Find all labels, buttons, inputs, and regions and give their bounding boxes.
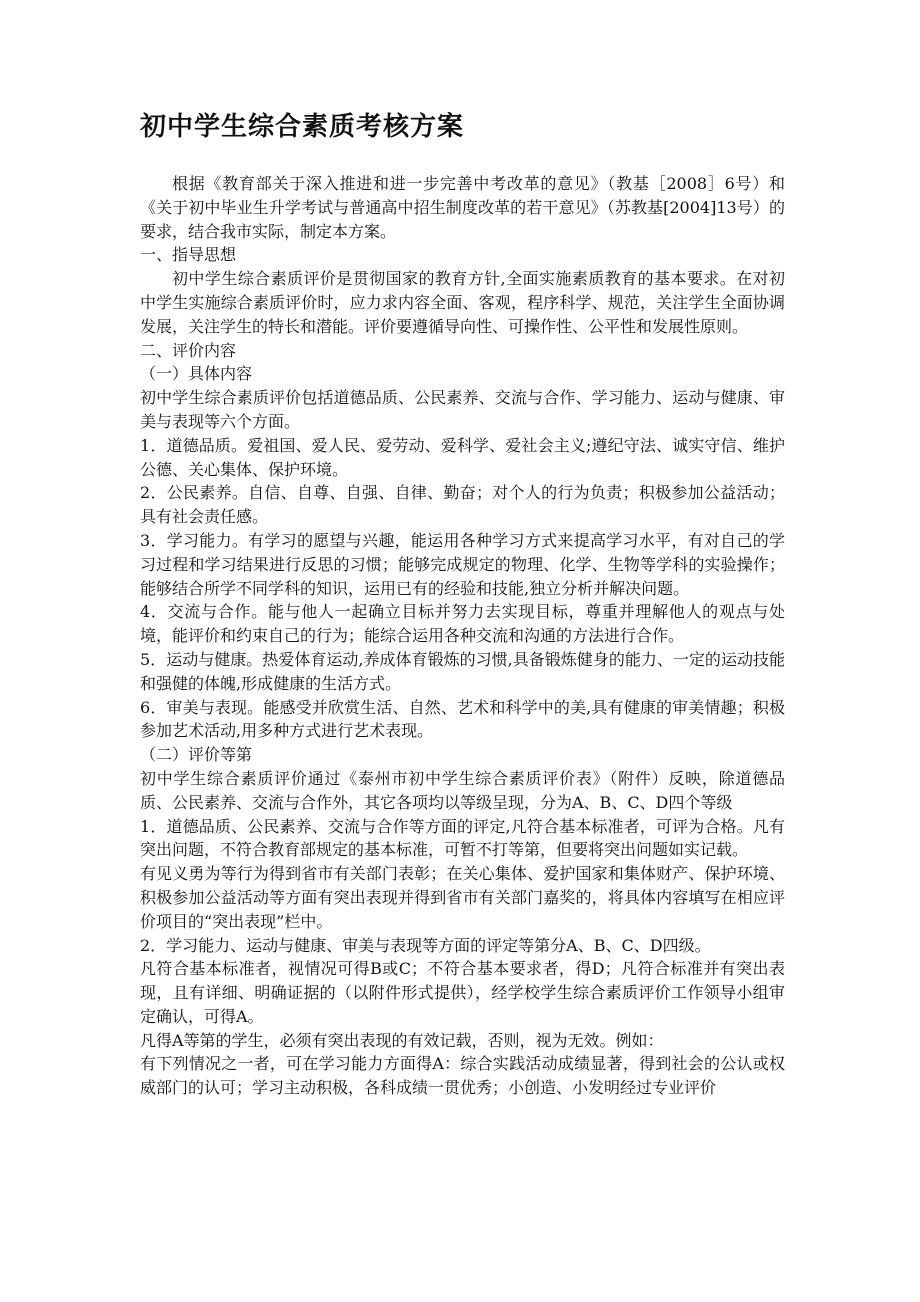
- item-civic-literacy: 2．公民素养。自信、自尊、自强、自律、勤奋；对个人的行为负责；积极参加公益活动；具有社会责任感。: [140, 483, 785, 527]
- item-learning-ability: 3．学习能力。有学习的愿望与兴趣，能运用各种学习方式来提高学习水平，有对自己的学习过程和学习结果进行反思的习惯；能够完成规定的物理、化学、生物等学科的实验操作；能够结合所学不同学科的知识，运用已有的经验和技能,独立分析并解决问题。: [140, 530, 785, 598]
- grades-overview-paragraph: 初中学生综合素质评价通过《泰州市初中学生综合素质评价表》（附件）反映，除道德品质、公民素养、交流与合作外，其它各项均以等级呈现，分为A、B、C、D四个等级: [140, 768, 785, 812]
- grade-rule-criteria: 凡符合基本标准者，视情况可得B或C；不符合基本要求者，得D；凡符合标准并有突出表现，且有详细、明确证据的（以附件形式提供），经学校学生综合素质评价工作领导小组审定确认，可得A。: [140, 959, 785, 1026]
- grade-rule-2: 2．学习能力、运动与健康、审美与表现等方面的评定等第分A、B、C、D四级。: [140, 935, 711, 955]
- subsection-heading-specific-content: （一）具体内容: [140, 364, 253, 384]
- subsection-heading-evaluation-grades: （二）评价等第: [140, 745, 253, 765]
- section-heading-guiding-ideology: 一、指导思想: [140, 245, 237, 265]
- content-overview-paragraph: 初中学生综合素质评价包括道德品质、公民素养、交流与合作、学习能力、运动与健康、审美与表现等六个方面。: [140, 388, 785, 431]
- item-moral-quality: 1．道德品质。爱祖国、爱人民、爱劳动、爱科学、爱社会主义;遵纪守法、诚实守信、维护公德、关心集体、保护环境。: [140, 435, 785, 479]
- grade-rule-a-record: 凡得A等第的学生，必须有突出表现的有效记载，否则，视为无效。例如：: [140, 1030, 664, 1050]
- section-heading-evaluation-content: 二、评价内容: [140, 340, 237, 360]
- intro-paragraph: 根据《教育部关于深入推进和进一步完善中考改革的意见》（教基［2008］6号）和《关于初中毕业生升学考试与普通高中招生制度改革的若干意见》（苏教基[2004]13号）的要求，结合我市实际，制定本方案。: [140, 174, 785, 241]
- item-communication-cooperation: 4．交流与合作。能与他人一起确立目标并努力去实现目标，尊重并理解他人的观点与处境，能评价和约束自己的行为；能综合运用各种交流和沟通的方法进行合作。: [140, 602, 785, 646]
- grade-rule-a-examples: 有下列情况之一者，可在学习能力方面得A：综合实践活动成绩显著，得到社会的公认或权威部门的认可；学习主动积极，各科成绩一贯优秀；小创造、小发明经过专业评价: [140, 1054, 785, 1098]
- item-aesthetics-expression: 6．审美与表现。能感受并欣赏生活、自然、艺术和科学中的美,具有健康的审美情趣；积极参加艺术活动,用多种方式进行艺术表现。: [140, 697, 785, 741]
- document-title: 初中学生综合素质考核方案: [140, 112, 465, 142]
- grade-rule-commendation: 有见义勇为等行为得到省市有关部门表彰；在关心集体、爱护国家和集体财产、保护环境、积极参加公益活动等方面有突出表现并得到省市有关部门嘉奖的，将具体内容填写在相应评价项目的“突出表现”栏中。: [140, 864, 785, 931]
- grade-rule-1: 1．道德品质、公民素养、交流与合作等方面的评定,凡符合基本标准者，可评为合格。凡有突出问题，不符合教育部规定的基本标准，可暂不打等第，但要将突出问题如实记载。: [140, 816, 785, 860]
- document-page: [140, 112, 785, 1100]
- item-sports-health: 5．运动与健康。热爱体育运动,养成体育锻炼的习惯,具备锻炼健身的能力、一定的运动技能和强健的体魄,形成健康的生活方式。: [140, 649, 785, 693]
- guiding-ideology-paragraph: 初中学生综合素质评价是贯彻国家的教育方针,全面实施素质教育的基本要求。在对初中学生实施综合素质评价时，应力求内容全面、客观，程序科学、规范，关注学生全面协调发展，关注学生的特长和潜能。评价要遵循导向性、可操作性、公平性和发展性原则。: [140, 269, 785, 336]
